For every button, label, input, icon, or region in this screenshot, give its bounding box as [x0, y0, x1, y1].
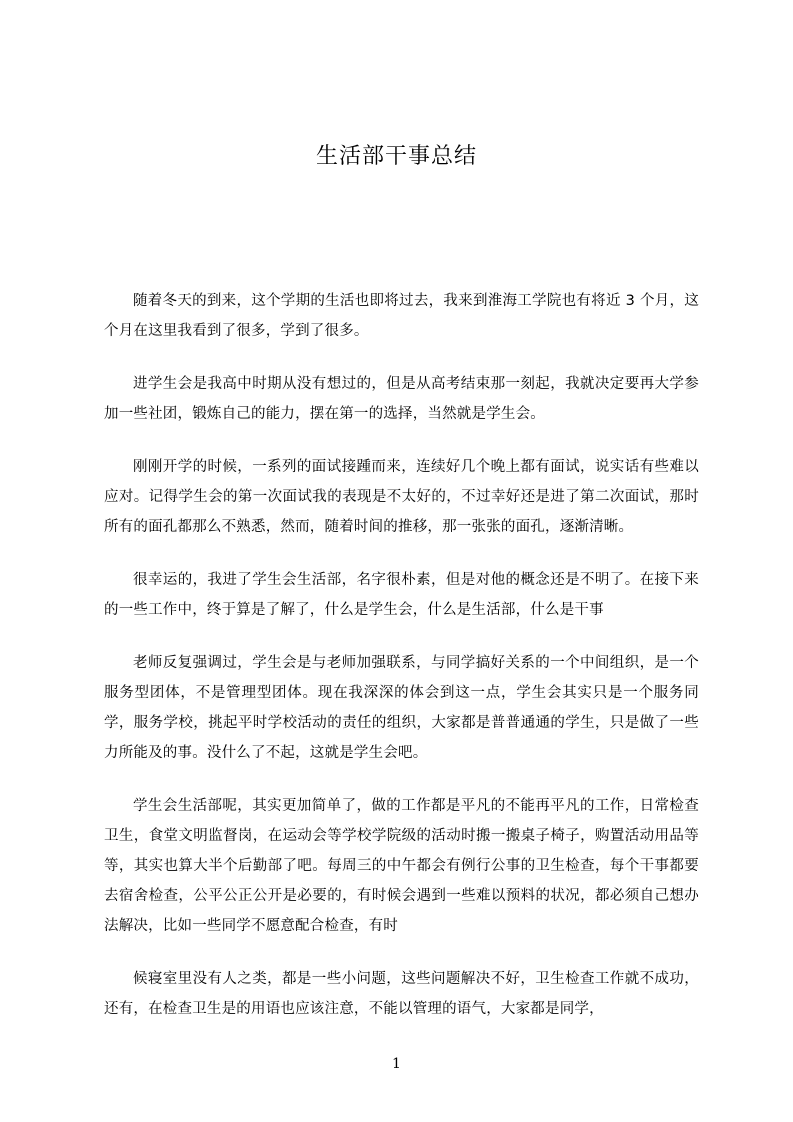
paragraph: 进学生会是我高中时期从没有想过的，但是从高考结束那一刻起，我就决定要再大学参加一些社团，锻炼自己的能力，摆在第一的选择，当然就是学生会。 [104, 376, 699, 422]
paragraph: 刚刚开学的时候，一系列的面试接踵而来，连续好几个晚上都有面试，说实话有些难以应对。记得学生会的第一次面试我的表现是不太好的，不过幸好还是进了第二次面试，那时所有的面孔都那么不熟悉，然而，随着时间的推移，那一张张的面孔，逐渐清晰。 [104, 459, 699, 535]
paragraph: 学生会生活部呢，其实更加简单了，做的工作都是平凡的不能再平凡的工作，日常检查卫生，食堂文明监督岗，在运动会等学校学院级的活动时搬一搬桌子椅子，购置活动用品等等，其实也算大半个后勤部了吧。每周三的中午都会有例行公事的卫生检查，每个干事都要去宿舍检查，公平公正公开是必要的，有时候会遇到一些难以预料的状况，都必须自己想办法解决，比如一些同学不愿意配合检查，有时 [104, 798, 699, 934]
document-body [104, 286, 699, 1047]
page-number: 1 [392, 1056, 401, 1072]
paragraph: 随着冬天的到来，这个学期的生活也即将过去，我来到淮海工学院也有将近 3 个月，这个月在这里我看到了很多，学到了很多。 [104, 293, 699, 339]
paragraph: 候寝室里没有人之类，都是一些小问题，这些问题解决不好，卫生检查工作就不成功，还有，在检查卫生是的用语也应该注意，不能以管理的语气，大家都是同学， [104, 971, 699, 1017]
paragraph: 老师反复强调过，学生会是与老师加强联系，与同学搞好关系的一个中间组织，是一个服务型团体，不是管理型团体。现在我深深的体会到这一点，学生会其实只是一个服务同学，服务学校，挑起平时学校活动的责任的组织，大家都是普普通通的学生，只是做了一些力所能及的事。没什么了不起，这就是学生会吧。 [104, 655, 699, 761]
document-title: 生活部干事总结 [315, 144, 477, 169]
paragraph: 很幸运的，我进了学生会生活部，名字很朴素，但是对他的概念还是不明了。在接下来的一些工作中，终于算是了解了，什么是学生会，什么是生活部，什么是干事 [104, 572, 699, 618]
